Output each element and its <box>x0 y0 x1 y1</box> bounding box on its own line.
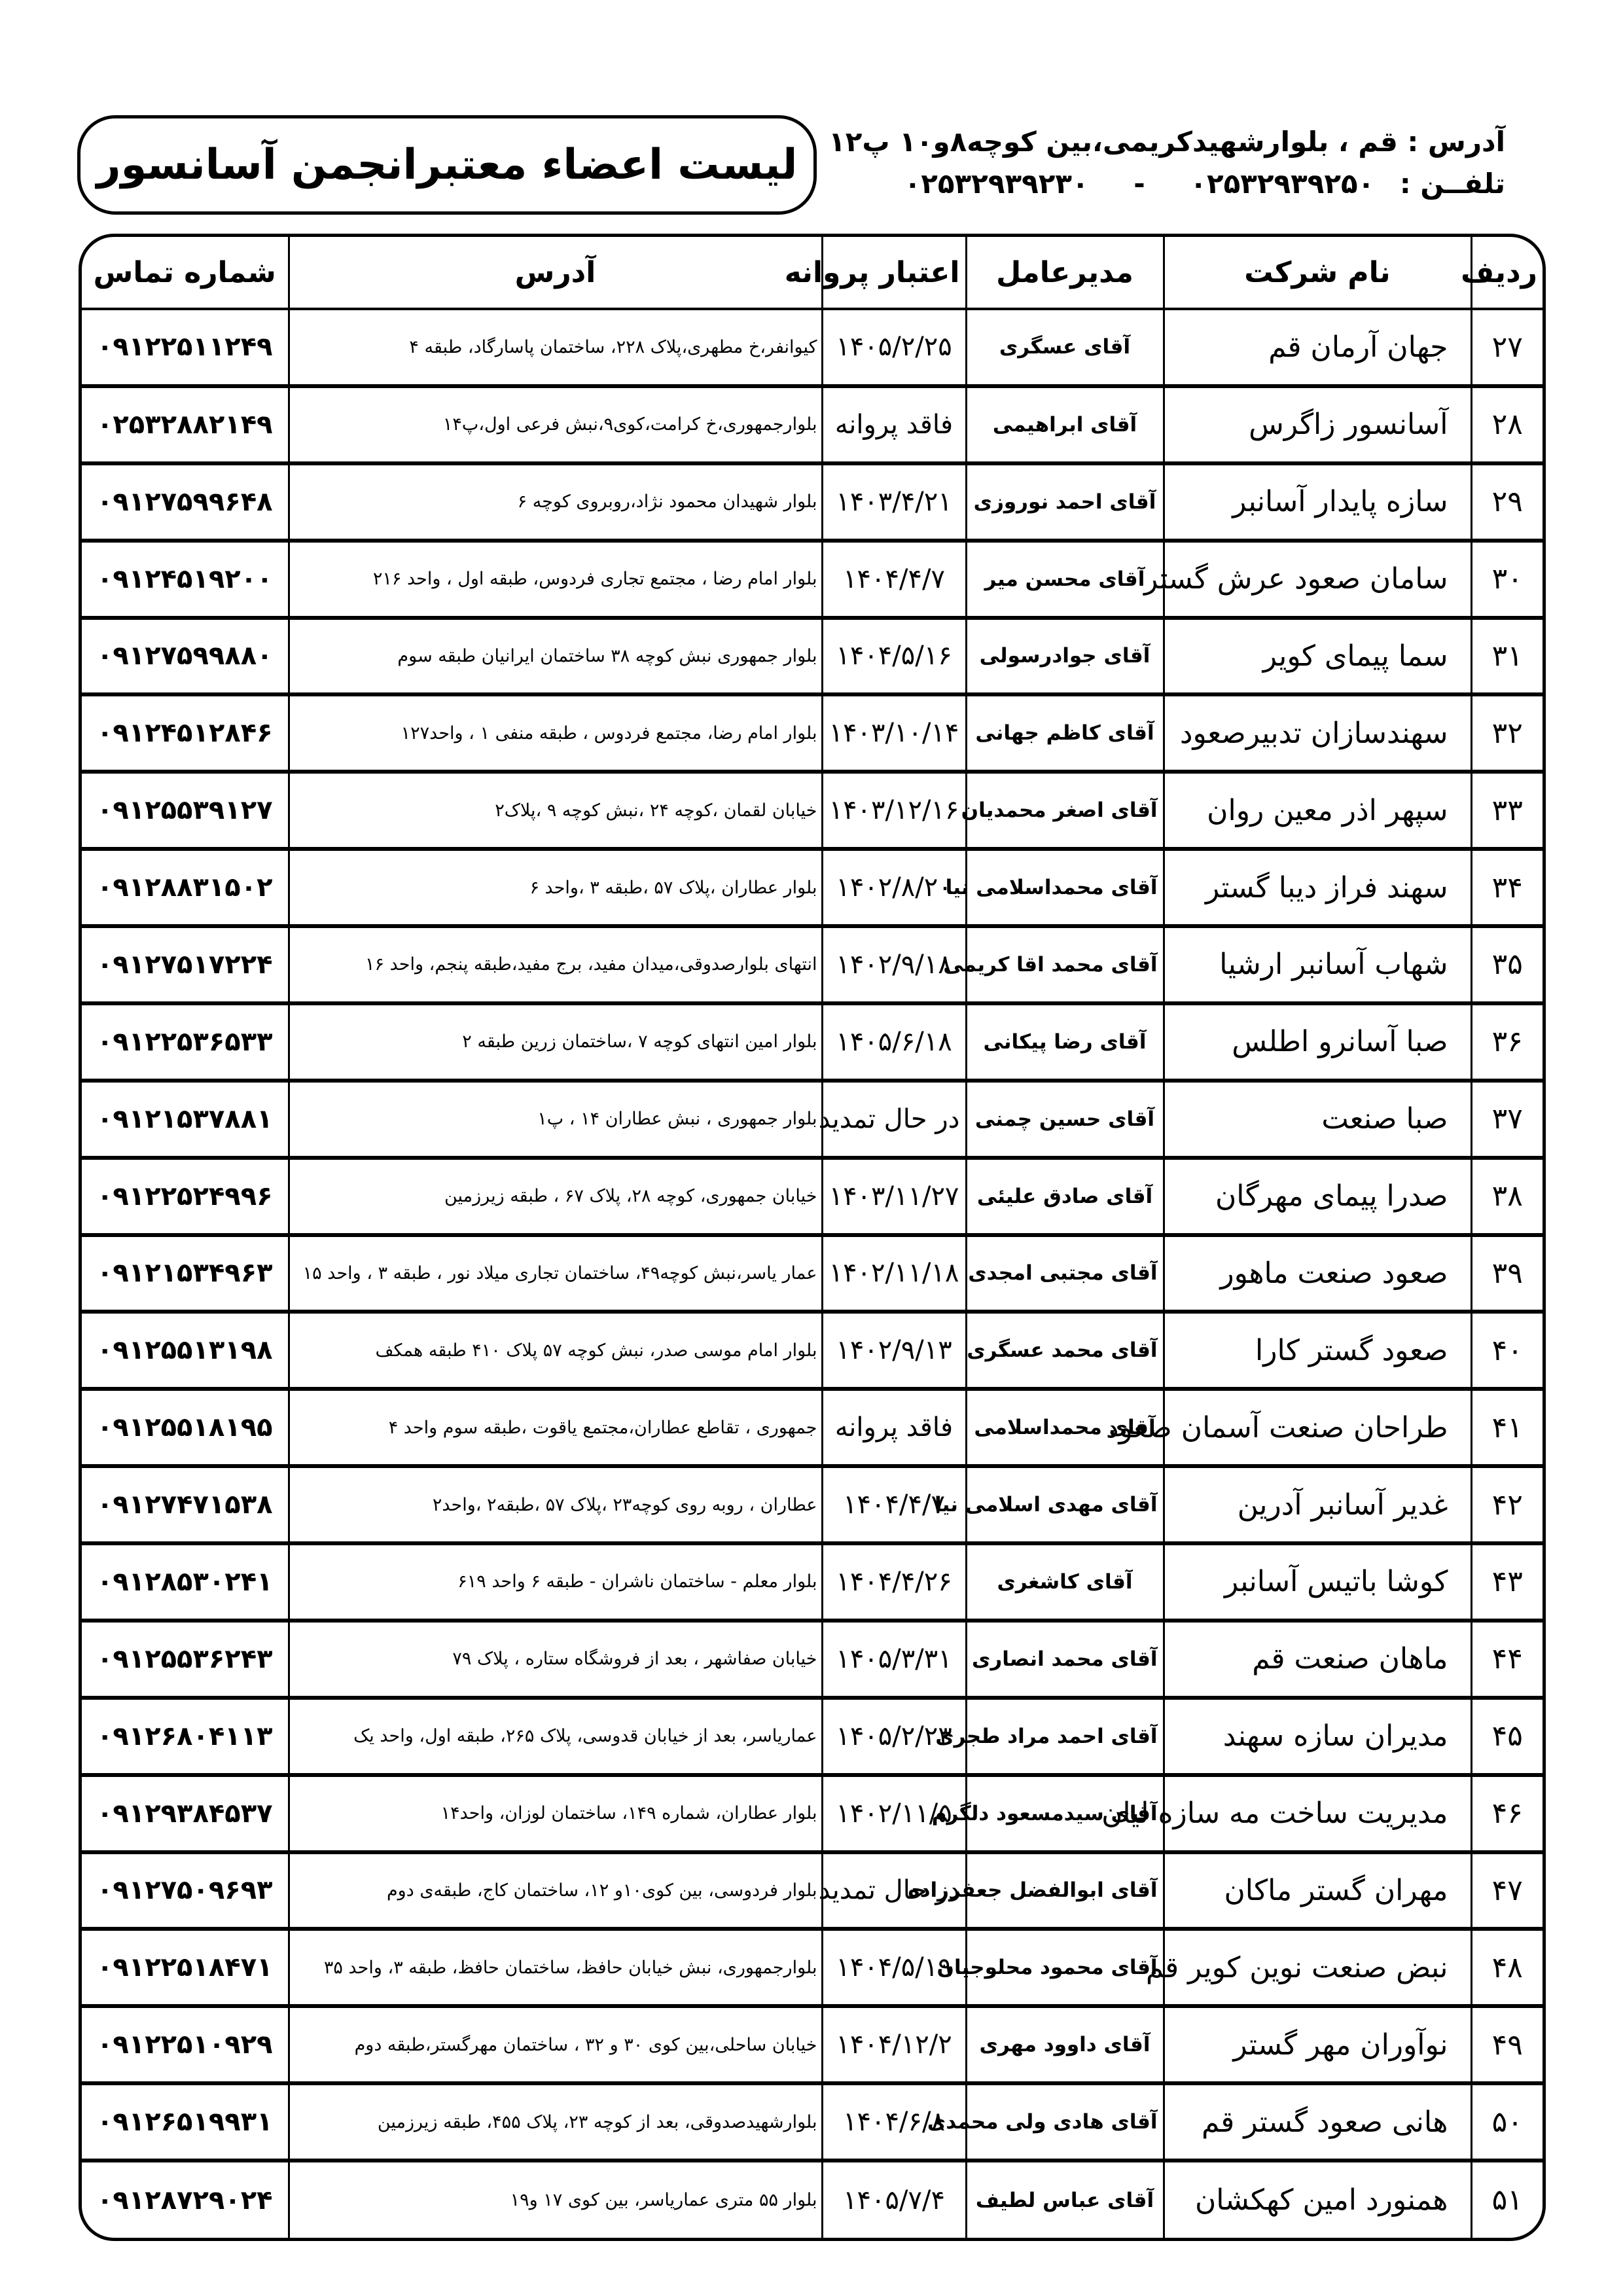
contact-phone: ۰۹۱۲۸۵۳۰۲۴۱ <box>82 1543 289 1621</box>
company-name: سما پیمای کویر <box>1164 618 1471 695</box>
company-address: عمار یاسر،نبش کوچه۴۹، ساختمان تجاری میلاد نور ، طبقه ۳ ، واحد ۱۵ <box>289 1235 822 1312</box>
row-number: ۳۰ <box>1471 541 1543 618</box>
company-address: بلوار امام رضا، مجتمع فردوس ، طبقه منفی ۱ ، واحد۱۲۷ <box>289 694 822 772</box>
phone-label: تلفــن : <box>1399 168 1505 200</box>
company-address: بلوار امام موسی صدر، نبش کوچه ۵۷ پلاک ۴۱۰ طبقه همکف <box>289 1312 822 1389</box>
members-table-frame <box>79 234 1546 2241</box>
manager-name: آقای رضا پیکانی <box>966 1003 1164 1081</box>
table-row <box>82 2083 1543 2161</box>
contact-phone: ۰۹۱۲۲۵۳۶۵۳۳ <box>82 1003 289 1081</box>
table-row <box>82 1852 1543 1929</box>
table-row <box>82 618 1543 695</box>
license-validity: ۱۴۰۴/۶/۸ <box>822 2083 966 2161</box>
row-number: ۴۲ <box>1471 1466 1543 1543</box>
table-row <box>82 1466 1543 1543</box>
row-number: ۵۰ <box>1471 2083 1543 2161</box>
document-title-box <box>77 115 817 215</box>
license-validity: در حال تمدید <box>822 1852 966 1929</box>
row-number: ۴۹ <box>1471 2006 1543 2083</box>
row-number: ۲۸ <box>1471 386 1543 463</box>
row-number: ۴۸ <box>1471 1929 1543 2006</box>
contact-phone: ۰۹۱۲۶۸۰۴۱۱۳ <box>82 1698 289 1775</box>
license-validity: ۱۴۰۵/۳/۳۱ <box>822 1621 966 1698</box>
company-address: خیابان صفاشهر ، بعد از فروشگاه ستاره ، پلاک ۷۹ <box>289 1621 822 1698</box>
company-name: ماهان صنعت قم <box>1164 1621 1471 1698</box>
company-name: طراحان صنعت آسمان صعود <box>1164 1389 1471 1466</box>
license-validity: ۱۴۰۳/۱۰/۱۴ <box>822 694 966 772</box>
license-validity: ۱۴۰۵/۲/۲۵ <box>822 309 966 386</box>
column-header-license: اعتبار پروانه <box>822 237 966 309</box>
document-title: لیست اعضاء معتبرانجمن آسانسور <box>96 141 798 189</box>
company-address: عطاران ، روبه روی کوچه۲۳ ،پلاک ۵۷ ،طبقه۲ ،واحد۲ <box>289 1466 822 1543</box>
license-validity: ۱۴۰۵/۶/۱۸ <box>822 1003 966 1081</box>
contact-phone: ۰۹۱۲۷۵۱۷۲۲۴ <box>82 926 289 1003</box>
manager-name: آقای احمد نوروزی <box>966 463 1164 541</box>
company-name: همنورد امین کهکشان <box>1164 2161 1471 2238</box>
company-address: بلوارشهیدصدوقی، بعد از کوچه ۲۳، پلاک ۴۵۵، طبقه زیرزمین <box>289 2083 822 2161</box>
license-validity: ۱۴۰۴/۵/۱۶ <box>822 618 966 695</box>
company-name: مدیران سازه سهند <box>1164 1698 1471 1775</box>
table-row <box>82 1158 1543 1235</box>
company-name: غدیر آسانبر آدرین <box>1164 1466 1471 1543</box>
table-row <box>82 2006 1543 2083</box>
table-row <box>82 1235 1543 1312</box>
table-row <box>82 849 1543 926</box>
table-row <box>82 1698 1543 1775</box>
column-header-num: ردیف <box>1471 237 1543 309</box>
company-name: کوشا باتیس آسانبر <box>1164 1543 1471 1621</box>
company-address: بلوار امام رضا ، مجتمع تجاری فردوس، طبقه اول ، واحد ۲۱۶ <box>289 541 822 618</box>
contact-phone: ۰۹۱۲۵۵۳۹۱۲۷ <box>82 772 289 849</box>
company-name: صدرا پیمای مهرگان <box>1164 1158 1471 1235</box>
company-name: جهان آرمان قم <box>1164 309 1471 386</box>
license-validity: ۱۴۰۲/۸/۲۰ <box>822 849 966 926</box>
company-address: بلوارجمهوری،خ کرامت،کوی۹،نبش فرعی اول،پ۱۴ <box>289 386 822 463</box>
license-validity: ۱۴۰۲/۱۱/۵ <box>822 1775 966 1852</box>
manager-name: آقای ابوالفضل جعفرزاده <box>966 1852 1164 1929</box>
table-row <box>82 926 1543 1003</box>
company-name: آسانسور زاگرس <box>1164 386 1471 463</box>
contact-phone: ۰۲۵۳۲۸۸۲۱۴۹ <box>82 386 289 463</box>
manager-name: آقای عباس لطیف <box>966 2161 1164 2238</box>
contact-phone: ۰۹۱۲۲۵۲۴۹۹۶ <box>82 1158 289 1235</box>
table-row <box>82 1929 1543 2006</box>
manager-name: آقای حسین چمنی <box>966 1081 1164 1158</box>
row-number: ۳۴ <box>1471 849 1543 926</box>
contact-phone: ۰۹۱۲۷۵۹۹۸۸۰ <box>82 618 289 695</box>
contact-phone: ۰۹۱۲۷۵۹۹۶۴۸ <box>82 463 289 541</box>
company-name: نبض صنعت نوین کویر قم <box>1164 1929 1471 2006</box>
contact-phone: ۰۹۱۲۸۷۲۹۰۲۴ <box>82 2161 289 2238</box>
company-address: بلوار ۵۵ متری عماریاسر، بین کوی ۱۷ و۱۹ <box>289 2161 822 2238</box>
company-address: بلوار عطاران، شماره ۱۴۹، ساختمان لوزان، واحد۱۴ <box>289 1775 822 1852</box>
license-validity: ۱۴۰۴/۱۲/۲ <box>822 2006 966 2083</box>
members-table <box>82 237 1543 2238</box>
company-address: انتهای بلوارصدوقی،میدان مفید، برج مفید،طبقه پنجم، واحد ۱۶ <box>289 926 822 1003</box>
row-number: ۴۶ <box>1471 1775 1543 1852</box>
table-row <box>82 772 1543 849</box>
column-header-phone: شماره تماس <box>82 237 289 309</box>
contact-phone: ۰۹۱۲۵۵۳۶۲۴۳ <box>82 1621 289 1698</box>
contact-phone: ۰۹۱۲۴۵۱۹۲۰۰ <box>82 541 289 618</box>
contact-phone: ۰۹۱۲۲۵۱۸۴۷۱ <box>82 1929 289 2006</box>
license-validity: ۱۴۰۳/۱۲/۱۶ <box>822 772 966 849</box>
row-number: ۳۵ <box>1471 926 1543 1003</box>
association-phone-1: ۰۲۵۳۲۹۳۹۲۵۰ <box>1190 168 1375 200</box>
manager-name: آقای ابراهیمی <box>966 386 1164 463</box>
company-address: خیابان جمهوری، کوچه ۲۸، پلاک ۶۷ ، طبقه زیرزمین <box>289 1158 822 1235</box>
row-number: ۳۸ <box>1471 1158 1543 1235</box>
table-row <box>82 541 1543 618</box>
table-row <box>82 1621 1543 1698</box>
manager-name: آقای عسگری <box>966 309 1164 386</box>
row-number: ۴۷ <box>1471 1852 1543 1929</box>
license-validity: ۱۴۰۴/۵/۱۹ <box>822 1929 966 2006</box>
table-row <box>82 1003 1543 1081</box>
company-address: بلوارجمهوری، نبش خیابان حافظ، ساختمان حافظ، طبقه ۳، واحد ۳۵ <box>289 1929 822 2006</box>
manager-name: آقای اصغر محمدیان <box>966 772 1164 849</box>
manager-name: آقای سیدمسعود دلگرم <box>966 1775 1164 1852</box>
manager-name: آقای کاظم جهانی <box>966 694 1164 772</box>
license-validity: ۱۴۰۲/۹/۱۸ <box>822 926 966 1003</box>
contact-phone: ۰۹۱۲۲۵۱۰۹۲۹ <box>82 2006 289 2083</box>
company-name: صعود گستر کارا <box>1164 1312 1471 1389</box>
company-name: صعود صنعت ماهور <box>1164 1235 1471 1312</box>
contact-phone: ۰۹۱۲۵۵۱۸۱۹۵ <box>82 1389 289 1466</box>
company-name: سهندسازان تدبیرصعود <box>1164 694 1471 772</box>
manager-name: آقای محمد عسگری <box>966 1312 1164 1389</box>
row-number: ۳۲ <box>1471 694 1543 772</box>
contact-header <box>829 121 1505 205</box>
table-row <box>82 1312 1543 1389</box>
table-body <box>82 309 1543 2238</box>
manager-name: آقای داوود مهری <box>966 2006 1164 2083</box>
phone-separator: - <box>1133 168 1145 200</box>
table-row <box>82 463 1543 541</box>
table-row <box>82 309 1543 386</box>
license-validity: در حال تمدید <box>822 1081 966 1158</box>
manager-name: آقای جوادرسولی <box>966 618 1164 695</box>
contact-phone: ۰۹۱۲۱۵۳۷۸۸۱ <box>82 1081 289 1158</box>
table-header-row <box>82 237 1543 309</box>
manager-name: آقای محمود محلوجیان <box>966 1929 1164 2006</box>
manager-name: آقای محسن میر <box>966 541 1164 618</box>
contact-phone: ۰۹۱۲۲۵۱۱۲۴۹ <box>96 332 273 363</box>
license-validity: ۱۴۰۴/۴/۷ <box>822 541 966 618</box>
license-validity: فاقد پروانه <box>822 1389 966 1466</box>
table-row <box>82 1775 1543 1852</box>
license-validity: ۱۴۰۵/۷/۴ <box>822 2161 966 2238</box>
manager-name: آقای محمد انصاری <box>966 1621 1164 1698</box>
manager-name: آقای محمد اقا کریمی <box>966 926 1164 1003</box>
company-address: جمهوری ، تقاطع عطاران،مجتمع یاقوت ،طبقه سوم واحد ۴ <box>289 1389 822 1466</box>
manager-name: آقای کاشغری <box>966 1543 1164 1621</box>
row-number: ۴۰ <box>1471 1312 1543 1389</box>
table-row <box>82 386 1543 463</box>
row-number: ۵۱ <box>1471 2161 1543 2238</box>
contact-phone: ۰۹۱۲۷۵۰۹۶۹۳ <box>82 1852 289 1929</box>
license-validity: ۱۴۰۲/۱۱/۱۸ <box>822 1235 966 1312</box>
company-name: سامان صعود عرش گستر <box>1164 541 1471 618</box>
contact-phone: ۰۹۱۲۴۵۱۲۸۴۶ <box>82 694 289 772</box>
row-number: ۴۵ <box>1471 1698 1543 1775</box>
column-header-manager: مدیرعامل <box>966 237 1164 309</box>
row-number: ۴۱ <box>1471 1389 1543 1466</box>
license-validity: ۱۴۰۴/۴/۲۶ <box>822 1543 966 1621</box>
company-name: مهران گستر ماکان <box>1164 1852 1471 1929</box>
company-name: سپهر اذر معین روان <box>1164 772 1471 849</box>
company-name: صبا صنعت <box>1164 1081 1471 1158</box>
license-validity: ۱۴۰۳/۱۱/۲۷ <box>822 1158 966 1235</box>
manager-name: آقای محمداسلامی نیا <box>966 849 1164 926</box>
contact-phone: ۰۹۱۲۹۳۸۴۵۳۷ <box>82 1775 289 1852</box>
company-address: بلوار عطاران ،پلاک ۵۷ ،طبقه ۳ ،واحد ۶ <box>289 849 822 926</box>
company-address: کیوانفر،خ مطهری،پلاک ۲۲۸، ساختمان پاسارگاد، طبقه ۴ <box>289 309 822 386</box>
company-address: بلوار فردوسی، بین کوی۱۰و ۱۲، ساختمان کاج، طبقه‌ی دوم <box>289 1852 822 1929</box>
manager-name: آقای هادی ولی محمدی <box>966 2083 1164 2161</box>
manager-name: آقای محمداسلامی <box>966 1389 1164 1466</box>
row-number: ۲۹ <box>1471 463 1543 541</box>
table-row <box>82 2161 1543 2238</box>
contact-phone: ۰۹۱۲۱۵۳۴۹۶۳ <box>82 1235 289 1312</box>
company-address: بلوار معلم - ساختمان ناشران - طبقه ۶ واحد ۶۱۹ <box>289 1543 822 1621</box>
row-number: ۲۷ <box>1471 309 1543 386</box>
license-validity: فاقد پروانه <box>822 386 966 463</box>
company-address: بلوار امین انتهای کوچه ۷ ،ساختمان زرین طبقه ۲ <box>289 1003 822 1081</box>
company-name: هانی صعود گستر قم <box>1164 2083 1471 2161</box>
manager-name: آقای صادق علیئی <box>966 1158 1164 1235</box>
row-number: ۳۷ <box>1471 1081 1543 1158</box>
contact-phone: ۰۹۱۲۶۵۱۹۹۳۱ <box>82 2083 289 2161</box>
license-validity: ۱۴۰۴/۴/۷ <box>822 1466 966 1543</box>
license-validity: ۱۴۰۵/۲/۲۳ <box>822 1698 966 1775</box>
company-name: سازه پایدار آسانبر <box>1164 463 1471 541</box>
table-row <box>82 1389 1543 1466</box>
company-name: شهاب آسانبر ارشیا <box>1164 926 1471 1003</box>
column-header-company: نام شرکت <box>1164 237 1471 309</box>
row-number: ۳۱ <box>1471 618 1543 695</box>
manager-name: آقای مجتبی امجدی <box>966 1235 1164 1312</box>
license-validity: ۱۴۰۲/۹/۱۳ <box>822 1312 966 1389</box>
row-number: ۴۴ <box>1471 1621 1543 1698</box>
company-address: بلوار جمهوری نبش کوچه ۳۸ ساختمان ایرانیان طبقه سوم <box>289 618 822 695</box>
association-phones <box>829 163 1505 205</box>
company-address: عماریاسر، بعد از خیابان قدوسی، پلاک ۲۶۵، طبقه اول، واحد یک <box>289 1698 822 1775</box>
company-address: بلوار شهیدان محمود نژاد،روبروی کوچه ۶ <box>289 463 822 541</box>
column-header-address: آدرس <box>289 237 822 309</box>
row-number: ۴۳ <box>1471 1543 1543 1621</box>
table-row <box>82 1081 1543 1158</box>
table-row <box>82 1543 1543 1621</box>
company-name: مدیریت ساخت مه سازه لیان <box>1164 1775 1471 1852</box>
manager-name: آقای مهدی اسلامی نیا <box>966 1466 1164 1543</box>
contact-phone: ۰۹۱۲۵۵۱۳۱۹۸ <box>82 1312 289 1389</box>
contact-phone: ۰۹۱۲۸۸۳۱۵۰۲ <box>82 849 289 926</box>
association-phone-2: ۰۲۵۳۲۹۳۹۲۳۰ <box>904 168 1089 200</box>
association-address: آدرس : قم ، بلوارشهیدکریمی،بین کوچه۸و۱۰ پ۱۲ <box>829 126 1505 158</box>
company-name: صبا آسانرو اطلس <box>1164 1003 1471 1081</box>
company-name: نوآوران مهر گستر <box>1164 2006 1471 2083</box>
row-number: ۳۳ <box>1471 772 1543 849</box>
company-address: خیابان ساحلی،بین کوی ۳۰ و ۳۲ ، ساختمان مهرگستر،طبقه دوم <box>289 2006 822 2083</box>
row-number: ۳۹ <box>1471 1235 1543 1312</box>
manager-name: آقای احمد مراد طجری <box>966 1698 1164 1775</box>
license-validity: ۱۴۰۳/۴/۲۱ <box>822 463 966 541</box>
company-address: بلوار جمهوری ، نبش عطاران ۱۴ ، پ۱ <box>289 1081 822 1158</box>
table-row <box>82 694 1543 772</box>
company-address: خیابان لقمان ،کوچه ۲۴ ،نبش کوچه ۹ ،پلاک۲ <box>289 772 822 849</box>
company-name: سهند فراز دیبا گستر <box>1164 849 1471 926</box>
contact-phone: ۰۹۱۲۷۴۷۱۵۳۸ <box>82 1466 289 1543</box>
row-number: ۳۶ <box>1471 1003 1543 1081</box>
